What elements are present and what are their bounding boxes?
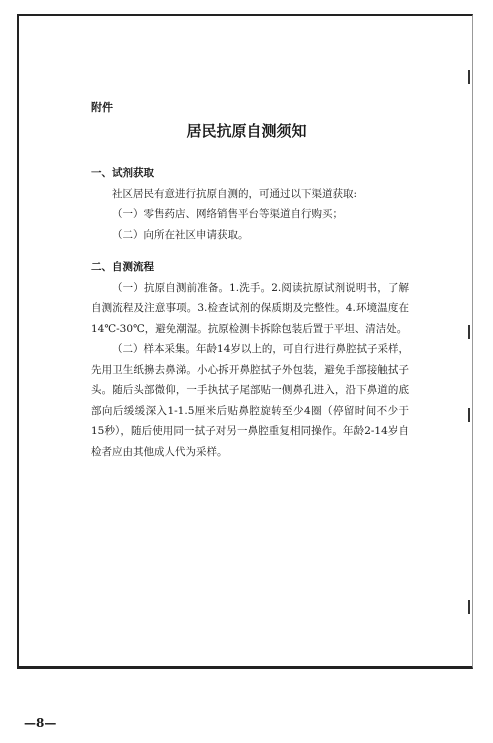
document-title: 居民抗原自测须知 (186, 122, 307, 140)
paragraph-sample-collection: （二）样本采集。年龄14岁以上的，可自行进行鼻腔拭子采样，先用卫生纸擤去鼻涕。小心拆开鼻腔拭子外包装，避免手部接触拭子头。随后头部微仰，一手执拭子尾部贴一侧鼻孔进入，沿下鼻道的底部向后缓缓深入1-1.5厘米后贴鼻腔旋转至少4圈（停留时间不少于15秒），随后使用同一拭子对另一鼻腔重复相同操作。年龄2-14岁自检者应由其他成人代为采样。 (91, 343, 409, 458)
page-number: —8— (24, 716, 57, 730)
scan-edge-mark (468, 70, 470, 84)
list-item: （一）零售药店、网络销售平台等渠道自行购买； (112, 208, 343, 220)
section-reagent-acquisition (91, 163, 409, 245)
scan-edge-mark (468, 600, 470, 614)
section-self-test-procedure (91, 257, 409, 462)
section-heading: 二、自测流程 (91, 261, 154, 273)
section-intro: 社区居民有意进行抗原自测的，可通过以下渠道获取: (112, 187, 358, 200)
section-heading: 一、试剂获取 (91, 167, 154, 179)
list-item: （二）向所在社区申请获取。 (112, 228, 249, 241)
attachment-label: 附件 (91, 101, 113, 114)
scan-edge-mark (468, 408, 470, 422)
scan-edge-mark (468, 325, 470, 339)
paragraph-preparation: （一）抗原自测前准备。1.洗手。2.阅读抗原试剂说明书，了解自测流程及注意事项。3.检查试剂的保质期及完整性。4.环境温度在14℃-30℃，避免潮湿。抗原检测卡拆除包装后置于平坦、清洁处。 (91, 281, 409, 335)
